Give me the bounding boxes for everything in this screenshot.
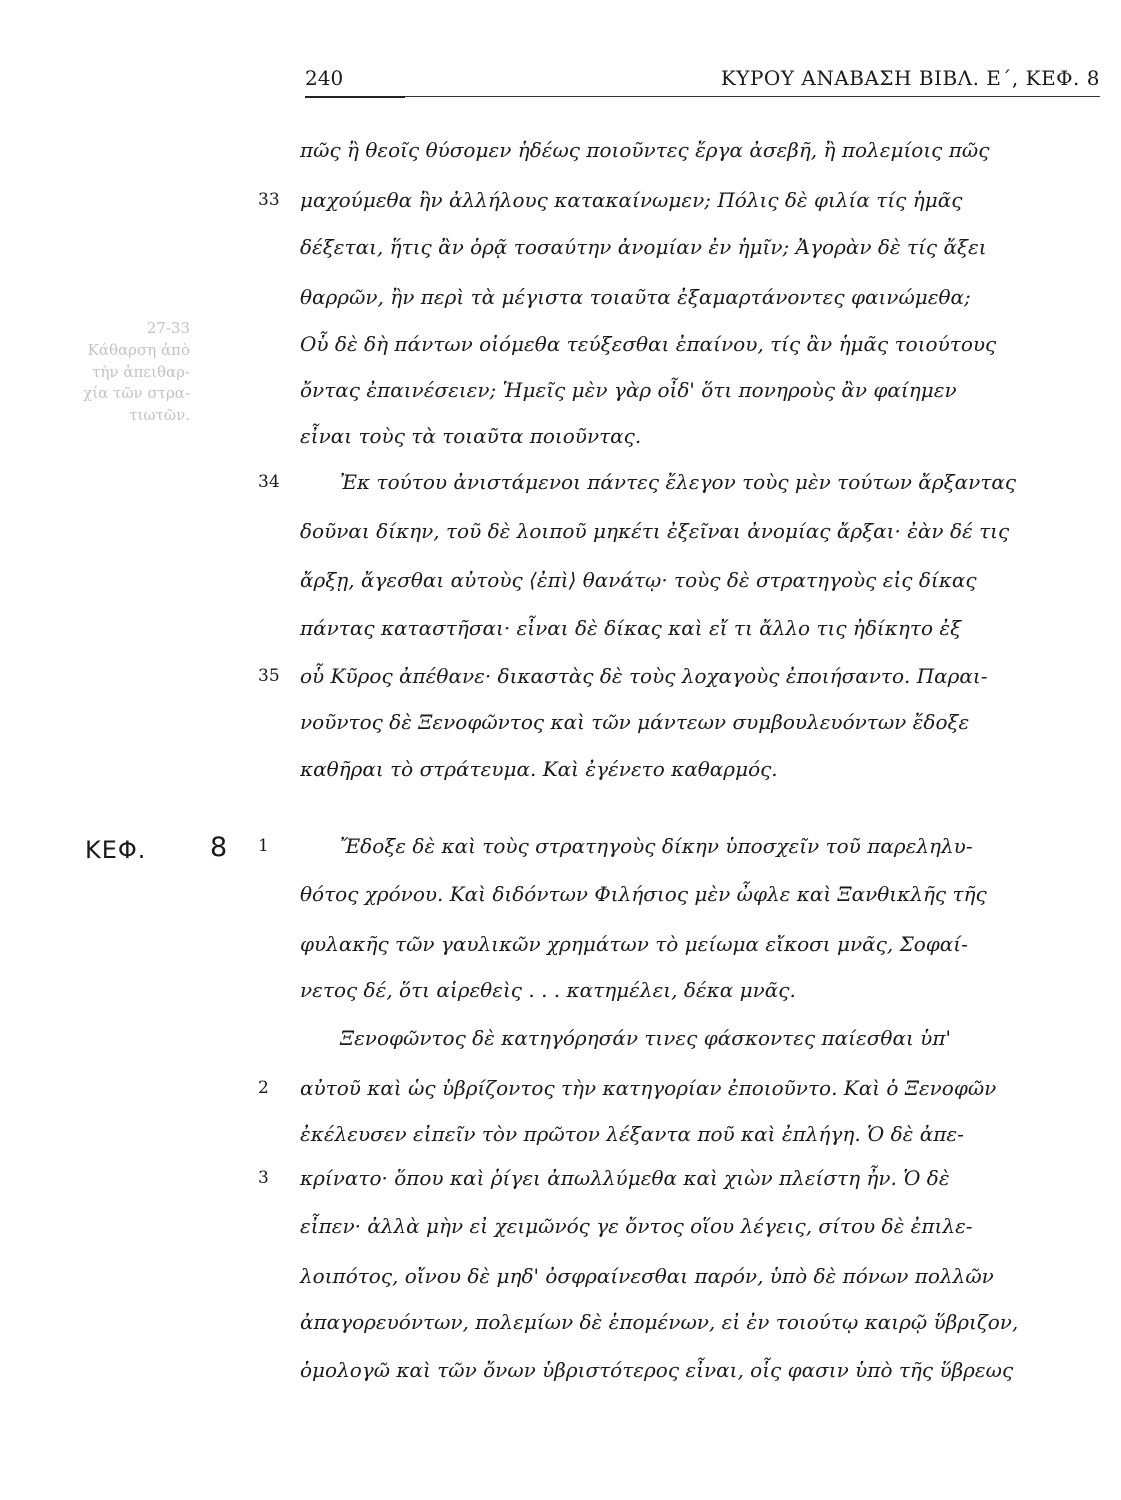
text-line: θότος χρόνου. Καὶ διδόντων Φιλήσιος μὲν ὦφλε καὶ Ξανθικλῆς τῆς (300, 882, 987, 906)
line-number: 35 (258, 666, 280, 686)
margin-note-line: Κάθαρση ἀπὸ (87, 340, 190, 359)
line-number: 1 (258, 836, 269, 856)
text-line: ὁμολογῶ καὶ τῶν ὄνων ὑβριστότερος εἶναι, οἷς φασιν ὑπὸ τῆς ὕβρεως (300, 1358, 1014, 1382)
text-line: ὄντας ἐπαινέσειεν; Ἡμεῖς μὲν γὰρ οἶδ' ὅτι πονηροὺς ἂν φαίημεν (300, 378, 957, 402)
text-line: εἶπεν· ἀλλὰ μὴν εἰ χειμῶνός γε ὄντος οἵου λέγεις, σίτου δὲ ἐπιλε- (300, 1214, 973, 1238)
margin-note-range: 27-33 (146, 319, 190, 337)
text-line: ἀπαγορευόντων, πολεμίων δὲ ἑπομένων, εἰ ἐν τοιούτῳ καιρῷ ὕβριζον, (300, 1310, 1019, 1334)
text-line: κρίνατο· ὅπου καὶ ῥίγει ἀπωλλύμεθα καὶ χιὼν πλείστη ἦν. Ὁ δὲ (300, 1166, 950, 1190)
text-line: πάντας καταστῆσαι· εἶναι δὲ δίκας καὶ εἴ τι ἄλλο τις ἠδίκητο ἐξ (300, 616, 962, 640)
text-line: θαρρῶν, ἢν περὶ τὰ μέγιστα τοιαῦτα ἐξαμαρτάνοντες φαινώμεθα; (300, 285, 971, 309)
page-number: 240 (305, 66, 344, 90)
line-number: 2 (258, 1078, 269, 1098)
line-number: 3 (258, 1168, 269, 1188)
text-line: ἐκέλευσεν εἰπεῖν τὸν πρῶτον λέξαντα ποῦ καὶ ἐπλήγη. Ὁ δὲ ἀπε- (300, 1122, 964, 1146)
margin-note-line: τιωτῶν. (129, 406, 190, 424)
text-line: δέξεται, ἥτις ἂν ὁρᾷ τοσαύτην ἀνομίαν ἐν ἡμῖν; Ἀγορὰν δὲ τίς ἄξει (300, 235, 987, 259)
line-number: 34 (258, 472, 280, 492)
text-line: αὐτοῦ καὶ ὡς ὑβρίζοντος τὴν κατηγορίαν ἐποιοῦντο. Καὶ ὁ Ξενοφῶν (300, 1076, 997, 1100)
text-line: νοῦντος δὲ Ξενοφῶντος καὶ τῶν μάντεων συμβουλευόντων ἔδοξε (300, 710, 970, 734)
line-number: 33 (258, 190, 280, 210)
margin-note (80, 318, 190, 427)
margin-note-line: τὴν ἀπειθαρ- (92, 362, 190, 381)
header-rule-accent (305, 96, 405, 98)
text-line: ἄρξῃ, ἄγεσθαι αὐτοὺς ⟨ἐπὶ⟩ θανάτῳ· τοὺς δὲ στρατηγοὺς εἰς δίκας (300, 568, 977, 592)
text-line: οὗ Κῦρος ἀπέθανε· δικαστὰς δὲ τοὺς λοχαγοὺς ἐποιήσαντο. Παραι- (300, 664, 988, 688)
text-line: μαχούμεθα ἢν ἀλλήλους κατακαίνωμεν; Πόλις δὲ φιλία τίς ἡμᾶς (300, 188, 963, 212)
text-line: λοιπότος, οἴνου δὲ μηδ' ὀσφραίνεσθαι παρόν, ὑπὸ δὲ πόνων πολλῶν (300, 1264, 994, 1288)
running-header (305, 66, 1100, 96)
text-line: φυλακῆς τῶν γαυλικῶν χρημάτων τὸ μείωμα εἴκοσι μνᾶς, Σοφαί- (300, 932, 968, 956)
chapter-label: ΚΕΦ. (85, 836, 147, 864)
text-line: καθῆραι τὸ στράτευμα. Καὶ ἐγένετο καθαρμός. (300, 757, 778, 781)
text-line: δοῦναι δίκην, τοῦ δὲ λοιποῦ μηκέτι ἐξεῖναι ἀνομίας ἄρξαι· ἐὰν δέ τις (300, 519, 1010, 543)
text-line: Ἔδοξε δὲ καὶ τοὺς στρατηγοὺς δίκην ὑποσχεῖν τοῦ παρεληλυ- (340, 834, 973, 858)
text-line: Οὗ δὲ δὴ πάντων οἰόμεθα τεύξεσθαι ἐπαίνου, τίς ἂν ἡμᾶς τοιούτους (300, 332, 997, 356)
header-rule (305, 96, 1100, 97)
text-line: πῶς ἢ θεοῖς θύσομεν ἡδέως ποιοῦντες ἔργα ἀσεβῆ, ἢ πολεμίοις πῶς (300, 138, 990, 162)
text-line: εἶναι τοὺς τὰ τοιαῦτα ποιοῦντας. (300, 424, 642, 448)
text-line: Ἐκ τούτου ἀνιστάμενοι πάντες ἔλεγον τοὺς μὲν τούτων ἄρξαντας (340, 470, 1017, 494)
text-line: νετος δέ, ὅτι αἱρεθεὶς . . . κατημέλει, δέκα μνᾶς. (300, 978, 796, 1002)
text-line: Ξενοφῶντος δὲ κατηγόρησάν τινες φάσκοντες παίεσθαι ὑπ' (340, 1026, 951, 1050)
margin-note-line: χία τῶν στρα- (83, 384, 190, 403)
chapter-number: 8 (210, 832, 228, 863)
running-title: ΚΥΡΟΥ ΑΝΑΒΑΣΗ ΒΙΒΛ. Ε΄, ΚΕΦ. 8 (720, 66, 1100, 90)
